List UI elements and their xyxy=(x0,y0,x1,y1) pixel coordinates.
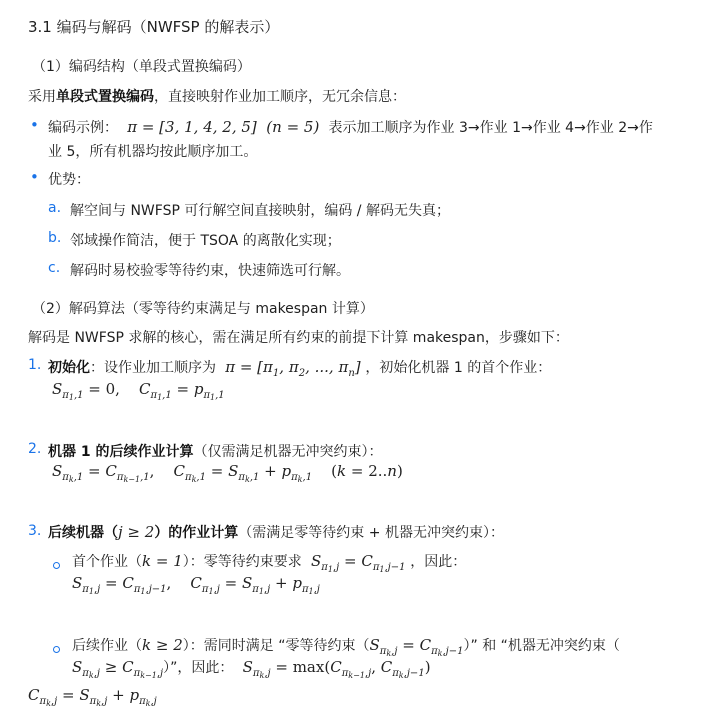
step1-tail: ，初始化机器 1 的首个作业： xyxy=(365,360,552,376)
adv-item-c: 解码时易校验零等待约束，快速筛选可行解。 xyxy=(70,263,350,279)
math-j-ge-2: j ≥ 2 xyxy=(118,523,155,541)
math-s3a-formula: $S_{\pi_1,j} = C_{\pi_1,j-1}$, $C_{\pi_1,j} = S_{\pi_1,j} + p_{\pi_1,j}$ xyxy=(72,574,320,596)
math-k-eq-1: k = 1 xyxy=(142,552,183,570)
s3a-pre: 首个作业（ xyxy=(72,554,142,570)
example-label: 编码示例： xyxy=(48,120,118,136)
adv-marker-c: c. xyxy=(48,260,61,276)
adv-item-a: 解空间与 NWFSP 可行解空间直接映射，编码 / 解码无失真； xyxy=(70,203,450,219)
intro-bold: 单段式置换编码 xyxy=(56,89,154,105)
step3-later-jobs-line2 xyxy=(72,657,431,680)
step2-line xyxy=(48,441,383,461)
math-s3b-zero-wait: $S_{\pi_k,j} = C_{\pi_k,j-1}$ xyxy=(369,636,464,658)
s3a-mid: ）：零等待约束要求 xyxy=(182,554,302,570)
decoding-intro: 解码是 NWFSP 求解的核心，需在满足所有约束的前提下计算 makespan，步骤如下： xyxy=(28,330,569,346)
step3-later-jobs xyxy=(72,635,620,658)
math-s3b-no-conflict: $S_{\pi_k,j} \ge C_{\pi_{k-1},j}$ xyxy=(72,658,164,680)
bullet-encoding-example-line2: 业 5，所有机器均按此顺序加工。 xyxy=(48,144,258,160)
step3-text: （需满足零等待约束 + 机器无冲突约束）： xyxy=(238,525,504,541)
adv-marker-a: a. xyxy=(48,200,62,216)
encoding-intro xyxy=(28,86,406,106)
step2-bold: 机器 1 的后续作业计算 xyxy=(48,444,194,460)
step1-line xyxy=(48,357,551,377)
s3b-pre: 后续作业（ xyxy=(72,638,142,654)
step3-first-job xyxy=(72,551,467,574)
adv-item-b: 邻域操作简洁，便于 TSOA 的离散化实现； xyxy=(70,233,341,249)
math-s3a-constraint: $S_{\pi_1,j} = C_{\pi_1,j-1}$ xyxy=(306,552,406,574)
s3b-mid: ）：需同时满足 “零等待约束（ xyxy=(182,638,370,654)
subsection-heading-decoding: （2）解码算法（零等待约束满足与 makespan 计算） xyxy=(32,301,374,317)
s3b-line2-post: ）”，因此： xyxy=(163,660,234,676)
math-pi-example: π = [3, 1, 4, 2, 5] (n = 5) xyxy=(122,118,325,136)
step1-text: ：设作业加工顺序为 xyxy=(90,360,216,376)
bullet-dot: • xyxy=(30,168,39,186)
section-title: 3.1 编码与解码（NWFSP 的解表示） xyxy=(28,18,280,36)
step2-text: （仅需满足机器无冲突约束）： xyxy=(193,444,383,460)
s3b-mid2: ）” 和 “机器无冲突约束（ xyxy=(463,638,620,654)
math-step2-formula: $S_{\pi_k,1} = C_{\pi_{k-1},1}$, $C_{\pi_k,1} = S_{\pi_k,1} + p_{\pi_k,1}$ (k = 2..n) xyxy=(52,462,403,484)
step2-number: 2. xyxy=(28,441,42,457)
intro-text: 采用 xyxy=(28,89,56,105)
math-pi-sequence: $\pi = [\pi_1$, $\pi_2$, ..., $\pi_n$] xyxy=(220,358,366,379)
bullet-encoding-example xyxy=(48,117,653,137)
step3-bold-a: 后续机器（ xyxy=(48,525,118,541)
step1-bold: 初始化 xyxy=(48,360,90,376)
intro-text-tail: ，直接映射作业加工顺序，无冗余信息： xyxy=(154,89,406,105)
math-step1-init: $S_{\pi_1,1} = 0$, $C_{\pi_1,1} = p_{\pi_1,1}$ xyxy=(52,380,225,402)
step3-line xyxy=(48,522,504,542)
step3-bold-b: ）的作业计算 xyxy=(154,525,239,541)
circle-bullet xyxy=(53,557,60,573)
bullet-advantages: 优势： xyxy=(48,172,90,188)
adv-marker-b: b. xyxy=(48,230,62,246)
math-k-ge-2: k ≥ 2 xyxy=(142,636,183,654)
step1-number: 1. xyxy=(28,357,42,373)
math-final-completion: $C_{\pi_k,j} = S_{\pi_k,j} + p_{\pi_k,j}$ xyxy=(28,686,157,708)
step3-number: 3. xyxy=(28,523,42,539)
example-desc: 表示加工顺序为作业 3→作业 1→作业 4→作业 2→作 xyxy=(328,120,653,136)
circle-bullet xyxy=(53,641,60,657)
bullet-dot: • xyxy=(30,116,39,134)
math-s3b-max: $S_{\pi_k,j} = \max(C_{\pi_{k-1},j}$, $C_{\pi_k,j-1}$) xyxy=(237,658,431,680)
s3a-post: ，因此： xyxy=(410,554,467,570)
subsection-heading-encoding: （1）编码结构（单段式置换编码） xyxy=(32,59,251,75)
